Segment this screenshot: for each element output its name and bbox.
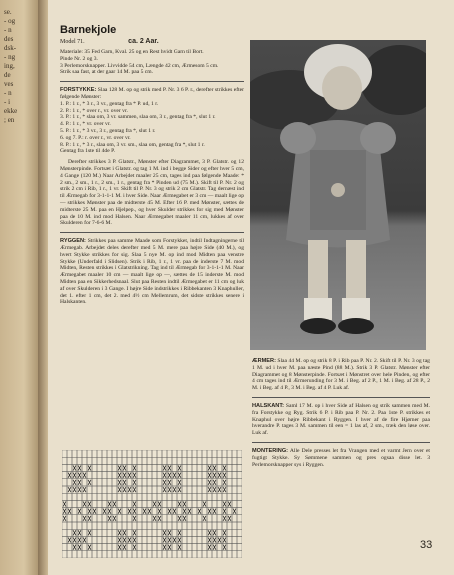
pattern-row: 3. P.: 1 r., * slaa om, 3 vr. sammen, slaa om, 3 r., gentag fra *, slut 1 r. bbox=[60, 114, 216, 121]
montering-heading: MONTERING: bbox=[252, 447, 289, 454]
pattern-row: 1. P.: 1 r., * 3 r., 3 vr., gentag fra * P. ud, 1 r. bbox=[60, 100, 159, 107]
pattern-row: Gentag fra 1ste til 4de P. bbox=[60, 148, 115, 155]
girl-photo bbox=[250, 40, 426, 350]
forstykke-body: Derefter strikkes 3 P. Glatstr., Mønster efter Diagrammet, 3 P. Glatstr. og 12 Mønsterpinde. Fortsæt i Glatstr. og tag 1 M. ind i begge Sider og efter hver 5 cm, 4 Gange (120 M.) Naar Arbejdet maaler 25 cm, tages ind paa følgende Maade: * 2 sm., 2 sm., 1 r., 2 sm., 1 r., gentag fra * Pinden ud (75 M.). Skift til P. Nr. 2 og strik 2 cm i Rib, 1 r., 1 vr. Skift til P. Nr. 3 og strik 2 cm Glatstr. Tag dernæst ind til Ærmegab for 3-1-1-1 M. i hver Side. Naar Ærmegabet er 3 cm — maalt lige op — strikkes Mønster paa de midterste 45 M. Efter 16 P. med Mønster, sættes de midterste 25 M. paa en Hjelpep., og hver Skulder strikkes for sig med Mønster paa de 10 M. ind mod Halsen. Naar Ærmegabet maaler 11 cm, lukkes af over Skulderen for 7-6-6 M. bbox=[60, 159, 244, 227]
forstykke-intro-2: 6 P. r., derefter strikkes efter følgende Mønster: bbox=[60, 87, 244, 100]
pattern-row: 2. P.: 1 r., * over r., vr. over vr. bbox=[60, 107, 128, 114]
aermer-heading: ÆRMER: bbox=[252, 358, 276, 364]
left-page-fragment: - ng bbox=[4, 53, 16, 61]
left-page-fragment: - n bbox=[4, 89, 12, 97]
montering-body: Alle Dele presses let fra Vrangen med et varmt Jern over et fugtigt Stykke. Sy Sømmene sammen og pres ogsaa disse let. 3 Perlemorsknapper sys i Ryggen. bbox=[252, 447, 430, 468]
left-page-fragment: ekke bbox=[4, 107, 18, 115]
pattern-row: 4. P.: 1 r., * vr. over vr. bbox=[60, 121, 111, 128]
right-column bbox=[252, 358, 430, 468]
left-column bbox=[60, 24, 244, 306]
knitting-chart bbox=[62, 450, 242, 558]
model-line bbox=[60, 38, 244, 45]
materials bbox=[60, 49, 244, 76]
divider bbox=[60, 81, 244, 82]
montering-text bbox=[252, 448, 430, 468]
divider bbox=[60, 232, 244, 233]
left-page-fragment: ves bbox=[4, 80, 14, 88]
girl-photo-icon bbox=[250, 40, 426, 350]
forstykke-heading: FORSTYKKE: bbox=[60, 87, 97, 94]
ryggen-body: Strikkes paa samme Maade som Forstykket, indtil Indtagningerne til Ærmegab. Arbejdet deles derefter med 5 M. mere paa højre Side (40 M.), og hvert Stykke strikkes for sig. Slaa 5 nye M. op ind mod Midten paa venstre Stykke (Underfald i Slidsen). Strik i Rib, 1 r., 1 vr. paa de inderste 7 M. mod Midten, Resten strikkes i Glatstrikning. Tag ind til Ærmegab for 3-1-1-1 M. Naar Ærmegabet maaler 10 cm — maalt lige op —, sættes de 15 inderste M. mod Midten paa en Sikkerhedsnaal. Slut paa Resten indtil Ærmegabet er 11 cm og luk af over Skulderen i 3 Gange. I højre Side indstrikkes i Ribbekanten 3 Knaphuller, det 1. efter 1 cm, det 2. med 4½ cm Mellemrum, det sidste strikkes senere i Halskanten. bbox=[60, 238, 244, 306]
left-page-fragment: - og bbox=[4, 17, 16, 25]
aermer-text bbox=[252, 358, 430, 392]
materials-line: 3 Perlemorsknapper. Livvidde 54 cm, Længde 42 cm, Ærmesom 5 cm. bbox=[60, 62, 219, 69]
pattern-row: 8. P.: 1 r., * 3 r., slaa om, 3 vr. sm., slaa om, gentag fra *, slut 1 r. bbox=[60, 141, 205, 148]
aermer-body: Slaa 44 M. op og strik 8 P. i Rib paa P. Nr. 2. Skift til P. Nr. 3 og tag 1 M. ud i hver M. paa næste Pind (88 M.). Strik 3 P. Glatstr. Mønster efter Diagrammet og 8 Mønsterpinde. Fortsæt i Mønstret over hele Pinden, og efter 4 cm tages ind til Ærmerunding for 3 M. i Beg. af 2 P., 1 M. i Beg. af 28 P., 2 M. i Beg. af 4 P., 3 M. i Beg. af 4 P. Luk af. bbox=[252, 358, 430, 392]
halskant-text bbox=[252, 403, 430, 437]
left-page-fragment: des bbox=[4, 35, 14, 43]
pattern-title: Barnekjole bbox=[60, 24, 117, 36]
divider bbox=[252, 397, 430, 398]
left-page-fragment: se. bbox=[4, 8, 12, 16]
halskant-body: Saml 17 M. op i hver Side af Halsen og strik sammen med M. fra Forstykke og Ryg. Strik 6 P. i Rib paa P. Nr. 2. Paa 1ste P. strikkes et Knaphul over højre Ribbekant i Ryggen. I hver af de fire Hjørner paa hverandre P. tages 3 M. sammen til een = 1 las af, 2 sm., træk den løse over. Luk af. bbox=[252, 402, 430, 437]
ryggen-section bbox=[60, 238, 244, 306]
left-page-fragment: dsk- bbox=[4, 44, 17, 52]
ryggen-text bbox=[60, 238, 244, 306]
size-label: ca. 2 Aar. bbox=[128, 38, 159, 45]
forstykke-intro bbox=[60, 87, 244, 101]
halskant-heading: HALSKANT: bbox=[252, 402, 285, 409]
materials-line: Strik saa fast, at der gaar 14 M. paa 5 cm. bbox=[60, 69, 154, 76]
pattern-row: 5. P.: 1 r., * 3 vr., 3 r., gentag fra *, slut 1 r. bbox=[60, 127, 156, 134]
left-page-fragment: ing, bbox=[4, 62, 15, 70]
divider bbox=[252, 442, 430, 443]
materials-line: Pinde Nr. 2 og 3. bbox=[60, 55, 98, 62]
left-page-fragment: - n bbox=[4, 26, 12, 34]
materials-line: Materiale: 35 Fed Garn, Kval. 25 og en Rest hvidt Garn til Bort. bbox=[60, 49, 204, 55]
left-page-fragment: de bbox=[4, 71, 11, 79]
page-number: 33 bbox=[420, 539, 433, 551]
ryggen-heading: RYGGEN: bbox=[60, 238, 86, 245]
forstykke-intro-1: Slaa 128 M. op og strik med P. Nr. 3 bbox=[97, 87, 180, 94]
pattern-row: 6. og 7. P.: r. over r., vr. over vr. bbox=[60, 134, 131, 141]
left-page-fragment: - i bbox=[4, 98, 11, 106]
forstykke-section bbox=[60, 87, 244, 227]
model-number: Model 71. bbox=[60, 39, 85, 45]
left-page-fragment: ; en bbox=[4, 116, 15, 124]
previous-page-edge bbox=[0, 0, 40, 575]
